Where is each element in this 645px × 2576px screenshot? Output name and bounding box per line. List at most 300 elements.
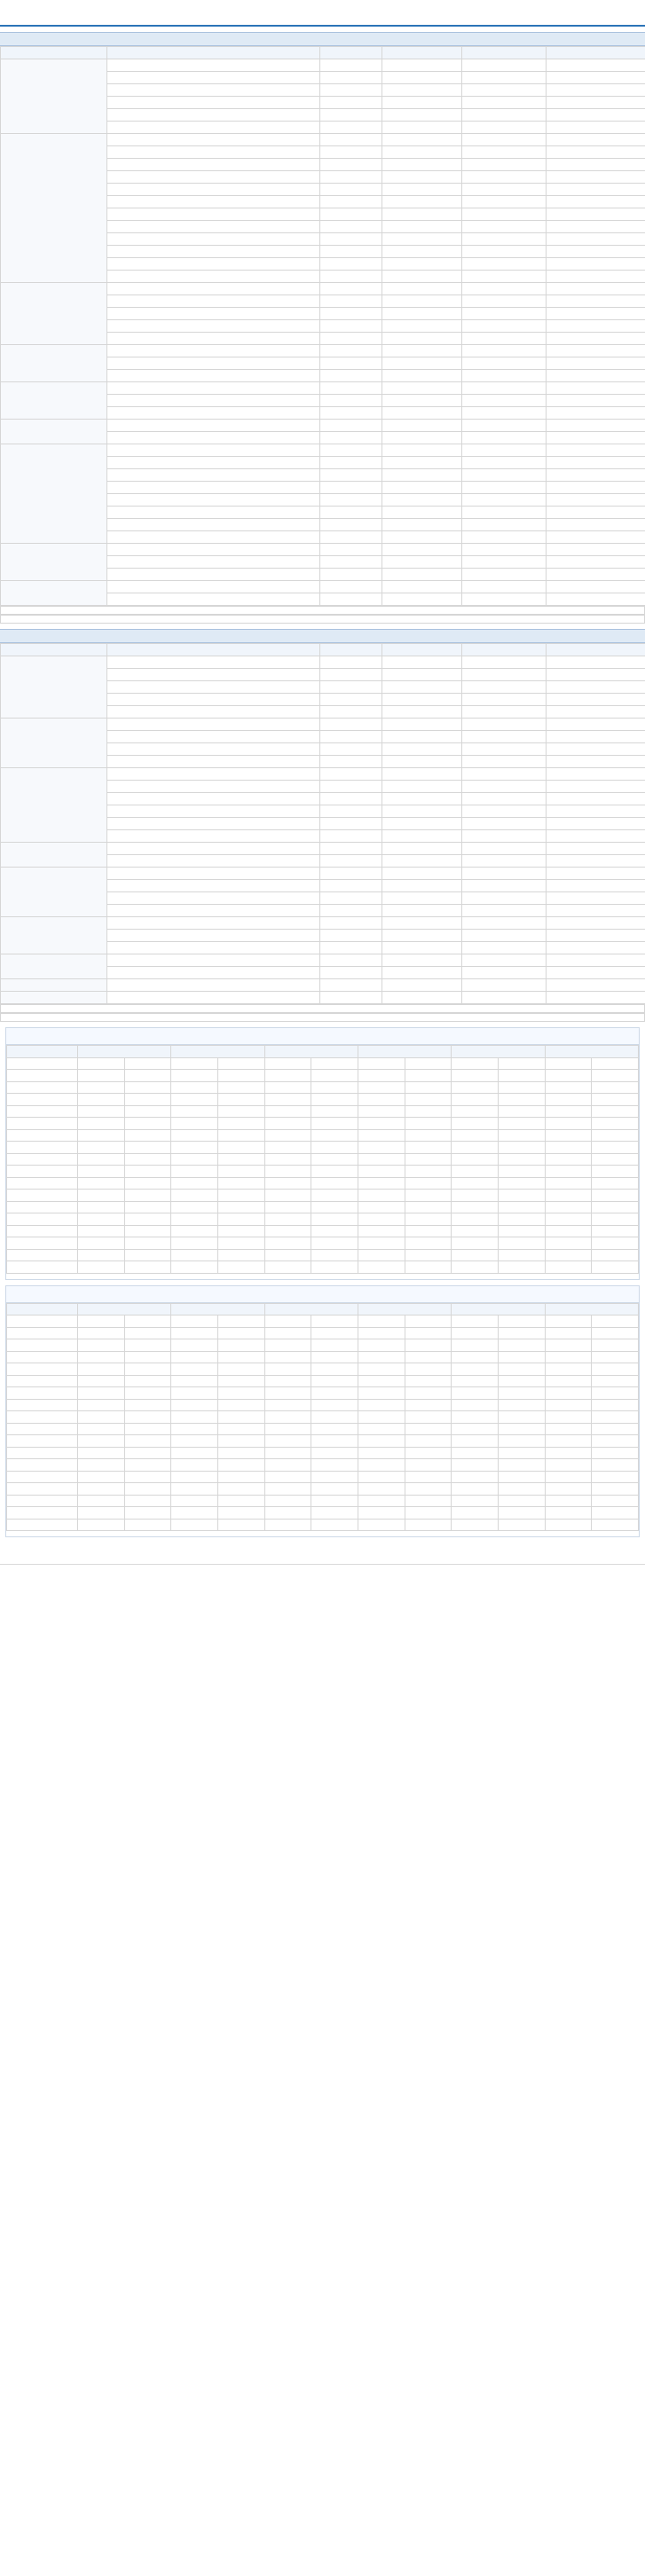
rebar-cell <box>107 295 320 308</box>
grid2-row <box>7 1375 639 1387</box>
grid2-cell <box>217 1519 264 1531</box>
grid2-cell <box>311 1495 358 1507</box>
ironore-cell <box>320 930 382 942</box>
ironore-cell <box>107 917 320 930</box>
price-grid-2-title <box>6 1286 639 1303</box>
grid1-cell <box>405 1105 452 1118</box>
grid2-cell <box>311 1351 358 1363</box>
ironore-cell <box>547 731 645 743</box>
ironore-cell <box>462 930 547 942</box>
grid2-cell <box>592 1423 639 1435</box>
rebar-cell <box>462 295 547 308</box>
rebar-cell <box>462 109 547 122</box>
grid1-cell <box>78 1094 125 1106</box>
grid2-cell <box>171 1483 218 1496</box>
rebar-cell <box>382 333 462 345</box>
grid1-cell <box>592 1249 639 1261</box>
rebar-row <box>1 59 645 72</box>
rebar-cell <box>547 159 645 171</box>
grid1-cell <box>264 1057 311 1070</box>
rebar-cell <box>320 84 382 97</box>
grid1-cell <box>592 1105 639 1118</box>
rebar-cell <box>320 544 382 556</box>
grid1-cell <box>545 1177 592 1190</box>
grid2-cell <box>452 1399 499 1411</box>
grid2-row-label <box>7 1447 78 1459</box>
ironore-cell <box>462 942 547 954</box>
rebar-cell <box>462 246 547 258</box>
grid2-cell <box>452 1435 499 1448</box>
grid2-row-label <box>7 1459 78 1472</box>
rebar-cell <box>320 308 382 320</box>
ironore-cell <box>462 880 547 892</box>
grid2-cell <box>592 1447 639 1459</box>
rebar-cell <box>107 271 320 283</box>
grid1-cell <box>405 1070 452 1082</box>
grid2-cell <box>545 1327 592 1339</box>
price-grid-2-note <box>6 1531 639 1536</box>
grid1-cell <box>171 1213 218 1226</box>
rebar-cell <box>462 444 547 457</box>
grid1-cell <box>264 1213 311 1226</box>
ironore-group-label <box>1 954 107 979</box>
grid1-cell <box>405 1261 452 1274</box>
ironore-row <box>1 656 645 669</box>
rebar-cell <box>547 395 645 407</box>
ironore-cell <box>107 719 320 731</box>
rebar-cell <box>382 519 462 531</box>
section-ironore-header <box>0 629 645 643</box>
grid2-cell <box>264 1363 311 1376</box>
grid2-cell <box>171 1423 218 1435</box>
grid2-cell <box>452 1351 499 1363</box>
grid2-cell <box>545 1399 592 1411</box>
rebar-cell <box>107 469 320 482</box>
rebar-cell <box>320 233 382 246</box>
ironore-row <box>1 868 645 880</box>
grid1-cell <box>217 1261 264 1274</box>
grid2-cell <box>545 1471 592 1483</box>
grid1-cell <box>452 1177 499 1190</box>
grid1-cell <box>217 1142 264 1154</box>
grid2-cell <box>78 1519 125 1531</box>
grid2-cell <box>78 1435 125 1448</box>
grid2-cell <box>592 1327 639 1339</box>
grid1-cell <box>405 1213 452 1226</box>
grid1-cell <box>264 1118 311 1130</box>
grid1-cell <box>264 1142 311 1154</box>
ironore-cell <box>382 880 462 892</box>
rebar-cell <box>547 333 645 345</box>
grid2-cell <box>217 1351 264 1363</box>
rebar-cell <box>320 122 382 134</box>
grid2-cell <box>358 1471 405 1483</box>
rebar-cell <box>462 171 547 184</box>
grid1-cell <box>358 1225 405 1237</box>
rebar-notes <box>0 606 645 615</box>
ironore-cell <box>382 954 462 967</box>
grid2-cell <box>78 1423 125 1435</box>
grid1-cell <box>592 1213 639 1226</box>
grid2-cell <box>124 1495 171 1507</box>
grid1-cell <box>171 1081 218 1094</box>
grid2-cell <box>311 1387 358 1400</box>
grid2-cell <box>452 1375 499 1387</box>
rebar-cell <box>107 97 320 109</box>
grid2-cell <box>311 1447 358 1459</box>
rebar-cell <box>462 97 547 109</box>
ironore-cell <box>462 669 547 681</box>
rebar-row <box>1 134 645 146</box>
grid1-cell <box>498 1190 545 1202</box>
grid1-cell <box>592 1190 639 1202</box>
grid2-cell <box>592 1315 639 1328</box>
grid2-cell <box>171 1339 218 1352</box>
grid1-row <box>7 1213 639 1226</box>
grid1-row-label <box>7 1249 78 1261</box>
rebar-cell <box>462 283 547 295</box>
grid1-cell <box>545 1070 592 1082</box>
grid1-cell <box>217 1070 264 1082</box>
grid2-cell <box>545 1435 592 1448</box>
grid2-cell <box>311 1399 358 1411</box>
grid1-row <box>7 1094 639 1106</box>
ironore-cell <box>547 979 645 992</box>
grid2-row-label <box>7 1483 78 1496</box>
rebar-cell <box>107 494 320 507</box>
grid1-cell <box>217 1118 264 1130</box>
ironore-cell <box>547 905 645 917</box>
grid2-cell <box>405 1363 452 1376</box>
rebar-cell <box>107 407 320 420</box>
ironore-cell <box>320 855 382 868</box>
ironore-table-header <box>1 644 645 656</box>
grid2-row-label <box>7 1519 78 1531</box>
grid2-cell <box>171 1459 218 1472</box>
rebar-cell <box>547 84 645 97</box>
grid2-cell <box>592 1351 639 1363</box>
grid2-row <box>7 1471 639 1483</box>
price-grid-2-port-6 <box>545 1303 638 1315</box>
grid1-cell <box>78 1249 125 1261</box>
grid2-cell <box>405 1447 452 1459</box>
grid1-cell <box>311 1094 358 1106</box>
grid1-cell <box>124 1237 171 1250</box>
grid2-cell <box>264 1507 311 1520</box>
ironore-cell <box>547 743 645 756</box>
grid1-cell <box>78 1057 125 1070</box>
rebar-cell <box>320 469 382 482</box>
grid1-cell <box>78 1166 125 1178</box>
ironore-cell <box>547 694 645 706</box>
rebar-cell <box>107 221 320 233</box>
ironore-cell <box>107 954 320 967</box>
rebar-row <box>1 444 645 457</box>
grid1-cell <box>124 1094 171 1106</box>
rebar-row <box>1 544 645 556</box>
grid1-cell <box>124 1081 171 1094</box>
grid2-row <box>7 1399 639 1411</box>
grid1-cell <box>124 1177 171 1190</box>
grid2-cell <box>405 1483 452 1496</box>
grid2-cell <box>592 1363 639 1376</box>
grid2-cell <box>545 1411 592 1424</box>
grid1-cell <box>78 1153 125 1166</box>
grid1-cell <box>405 1249 452 1261</box>
grid1-cell <box>452 1190 499 1202</box>
grid1-cell <box>78 1201 125 1213</box>
grid1-cell <box>592 1142 639 1154</box>
ironore-group-label <box>1 868 107 917</box>
rebar-cell <box>320 59 382 72</box>
ironore-cell <box>382 868 462 880</box>
rebar-cell <box>107 283 320 295</box>
rebar-cell <box>107 246 320 258</box>
rebar-cell <box>107 569 320 581</box>
ironore-cell <box>107 868 320 880</box>
price-grid-2-port-1 <box>78 1303 171 1315</box>
ironore-cell <box>107 743 320 756</box>
grid2-cell <box>452 1519 499 1531</box>
grid1-cell <box>217 1201 264 1213</box>
grid2-cell <box>592 1387 639 1400</box>
grid2-cell <box>592 1435 639 1448</box>
grid1-cell <box>124 1153 171 1166</box>
grid1-cell <box>264 1153 311 1166</box>
ironore-group-label <box>1 719 107 768</box>
grid2-cell <box>78 1375 125 1387</box>
grid1-cell <box>592 1177 639 1190</box>
grid1-cell <box>264 1081 311 1094</box>
grid2-cell <box>545 1387 592 1400</box>
ironore-cell <box>382 905 462 917</box>
rebar-cell <box>547 420 645 432</box>
grid2-cell <box>311 1339 358 1352</box>
ironore-cell <box>320 731 382 743</box>
grid1-cell <box>78 1118 125 1130</box>
grid1-cell <box>358 1094 405 1106</box>
section-rebar-header <box>0 32 645 46</box>
rebar-cell <box>382 569 462 581</box>
grid1-cell <box>217 1129 264 1142</box>
rebar-cell <box>107 519 320 531</box>
ironore-cell <box>320 880 382 892</box>
grid1-cell <box>452 1153 499 1166</box>
grid1-row-label <box>7 1105 78 1118</box>
grid2-row-label <box>7 1375 78 1387</box>
grid2-cell <box>311 1471 358 1483</box>
price-grid-1-header <box>7 1046 639 1058</box>
rebar-cell <box>382 233 462 246</box>
grid1-cell <box>311 1261 358 1274</box>
price-grid-2-header <box>7 1303 639 1315</box>
grid2-cell <box>592 1483 639 1496</box>
grid1-cell <box>545 1094 592 1106</box>
grid2-cell <box>217 1459 264 1472</box>
ironore-col-3 <box>320 644 382 656</box>
rebar-cell <box>107 357 320 370</box>
rebar-cell <box>462 208 547 221</box>
grid2-cell <box>217 1423 264 1435</box>
ironore-cell <box>382 917 462 930</box>
grid2-cell <box>311 1315 358 1328</box>
rebar-cell <box>547 593 645 606</box>
grid2-row-label <box>7 1471 78 1483</box>
grid2-cell <box>124 1399 171 1411</box>
ironore-cell <box>547 917 645 930</box>
rebar-cell <box>547 184 645 196</box>
rebar-cell <box>382 494 462 507</box>
grid2-cell <box>78 1471 125 1483</box>
grid2-row <box>7 1495 639 1507</box>
grid1-cell <box>171 1153 218 1166</box>
grid2-cell <box>545 1507 592 1520</box>
rebar-row <box>1 420 645 432</box>
grid2-cell <box>311 1327 358 1339</box>
grid2-cell <box>545 1363 592 1376</box>
grid2-cell <box>545 1459 592 1472</box>
grid1-cell <box>498 1081 545 1094</box>
grid1-cell <box>405 1237 452 1250</box>
rebar-cell <box>107 432 320 444</box>
rebar-col-6 <box>547 47 645 59</box>
ironore-cell <box>107 992 320 1004</box>
grid2-cell <box>498 1459 545 1472</box>
grid2-cell <box>405 1411 452 1424</box>
rebar-cell <box>320 556 382 569</box>
grid1-cell <box>358 1118 405 1130</box>
grid2-cell <box>78 1315 125 1328</box>
grid2-cell <box>592 1507 639 1520</box>
price-grid-1-port-3 <box>264 1046 358 1058</box>
grid2-cell <box>498 1435 545 1448</box>
ironore-cell <box>382 979 462 992</box>
grid1-row-label <box>7 1153 78 1166</box>
grid2-cell <box>405 1387 452 1400</box>
grid2-row <box>7 1459 639 1472</box>
grid2-cell <box>592 1375 639 1387</box>
rebar-row <box>1 283 645 295</box>
grid2-row-label <box>7 1507 78 1520</box>
rebar-cell <box>382 59 462 72</box>
grid2-cell <box>124 1411 171 1424</box>
rebar-cell <box>547 519 645 531</box>
rebar-cell <box>107 593 320 606</box>
grid1-cell <box>124 1070 171 1082</box>
rebar-col-2 <box>107 47 320 59</box>
ironore-cell <box>462 681 547 694</box>
rebar-cell <box>462 159 547 171</box>
grid1-cell <box>311 1142 358 1154</box>
grid2-cell <box>545 1423 592 1435</box>
grid2-cell <box>264 1387 311 1400</box>
section-rebar-table <box>0 46 645 606</box>
grid2-cell <box>545 1375 592 1387</box>
grid1-cell <box>452 1142 499 1154</box>
grid1-row <box>7 1237 639 1250</box>
ironore-table-body <box>1 656 645 1004</box>
grid2-cell <box>78 1507 125 1520</box>
grid1-cell <box>405 1190 452 1202</box>
rebar-cell <box>382 345 462 357</box>
price-grid-1-body <box>7 1057 639 1273</box>
grid1-cell <box>124 1105 171 1118</box>
rebar-cell <box>107 345 320 357</box>
grid2-cell <box>124 1339 171 1352</box>
grid2-cell <box>78 1327 125 1339</box>
grid2-cell <box>452 1411 499 1424</box>
grid2-cell <box>358 1495 405 1507</box>
grid1-cell <box>498 1213 545 1226</box>
grid2-row-label <box>7 1435 78 1448</box>
ironore-cell <box>107 942 320 954</box>
grid2-cell <box>405 1327 452 1339</box>
grid1-row <box>7 1225 639 1237</box>
grid1-cell <box>545 1153 592 1166</box>
grid2-cell <box>124 1447 171 1459</box>
ironore-cell <box>462 967 547 979</box>
rebar-cell <box>547 97 645 109</box>
grid1-cell <box>498 1249 545 1261</box>
grid2-cell <box>545 1315 592 1328</box>
rebar-cell <box>107 444 320 457</box>
rebar-group-label <box>1 544 107 581</box>
grid1-row-label <box>7 1213 78 1226</box>
ironore-cell <box>107 768 320 781</box>
ironore-row <box>1 843 645 855</box>
rebar-cell <box>382 593 462 606</box>
rebar-cell <box>107 72 320 84</box>
grid2-row <box>7 1423 639 1435</box>
grid2-cell <box>452 1507 499 1520</box>
grid2-cell <box>405 1375 452 1387</box>
grid1-cell <box>405 1118 452 1130</box>
grid2-row-label <box>7 1387 78 1400</box>
grid2-cell <box>264 1471 311 1483</box>
ironore-cell <box>547 967 645 979</box>
grid2-cell <box>545 1339 592 1352</box>
ironore-cell <box>320 843 382 855</box>
grid2-cell <box>124 1471 171 1483</box>
rebar-cell <box>320 184 382 196</box>
rebar-cell <box>547 122 645 134</box>
rebar-cell <box>462 333 547 345</box>
grid1-row <box>7 1201 639 1213</box>
ironore-cell <box>547 843 645 855</box>
ironore-cell <box>320 905 382 917</box>
rebar-cell <box>462 271 547 283</box>
grid1-cell <box>405 1166 452 1178</box>
rebar-cell <box>320 283 382 295</box>
rebar-cell <box>382 581 462 593</box>
ironore-group-label <box>1 843 107 868</box>
rebar-cell <box>547 370 645 382</box>
rebar-cell <box>320 519 382 531</box>
rebar-cell <box>547 271 645 283</box>
grid1-cell <box>498 1057 545 1070</box>
grid2-row-label <box>7 1411 78 1424</box>
grid2-cell <box>124 1351 171 1363</box>
ironore-cell <box>107 830 320 843</box>
grid1-row-label <box>7 1094 78 1106</box>
grid1-cell <box>498 1129 545 1142</box>
grid2-row <box>7 1411 639 1424</box>
ironore-cell <box>462 743 547 756</box>
grid1-cell <box>545 1225 592 1237</box>
grid1-cell <box>78 1213 125 1226</box>
grid1-cell <box>171 1177 218 1190</box>
rebar-cell <box>547 544 645 556</box>
